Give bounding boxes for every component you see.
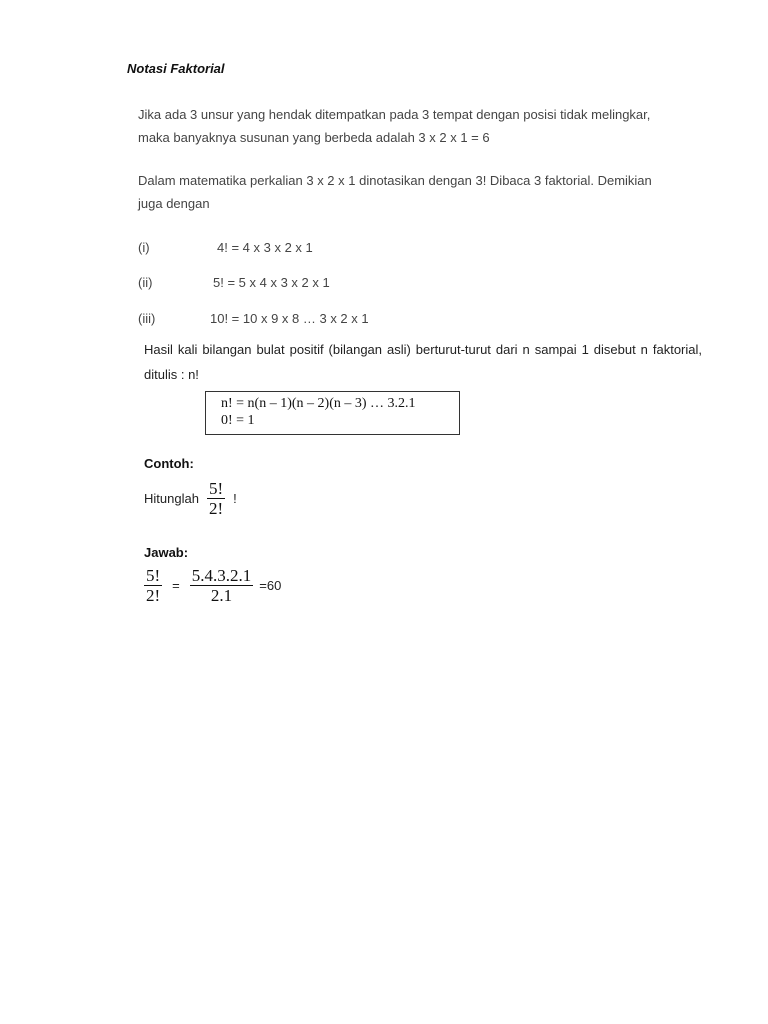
definition-paragraph: Hasil kali bilangan bulat positif (bilangan asli) berturut-turut dari n sampai 1 disebut n faktorial, ditulis : n! — [144, 342, 702, 382]
intro-paragraph — [138, 103, 708, 149]
answer-fraction — [144, 567, 162, 604]
example-numerator: 5! — [208, 479, 224, 498]
formula-zero-factorial: 0! = 1 — [221, 413, 255, 428]
formula-box — [205, 391, 460, 435]
item-expr-ii: 5! = 5 x 4 x 3 x 2 x 1 — [213, 275, 330, 290]
answer-heading: Jawab: — [144, 545, 189, 560]
notation-line-1: Dalam matematika perkalian 3 x 2 x 1 dinotasikan dengan 3! Dibaca 3 faktorial. Demikian — [138, 173, 652, 188]
answer-expanded-fraction — [190, 567, 254, 604]
example-denominator: 2! — [208, 499, 224, 518]
example-suffix: ! — [233, 491, 237, 506]
answer-expanded-numerator: 5.4.3.2.1 — [191, 566, 252, 585]
item-label-ii: (ii) — [138, 275, 153, 290]
example-fraction — [207, 480, 225, 517]
answer-denominator: 2! — [146, 586, 161, 605]
example-question — [144, 480, 237, 517]
example-prompt: Hitunglah — [144, 491, 199, 506]
item-label-i: (i) — [138, 240, 150, 255]
answer-equation — [144, 567, 281, 604]
notation-line-2: juga dengan — [138, 196, 210, 211]
answer-equals: = — [172, 578, 180, 593]
item-label-iii: (iii) — [138, 311, 156, 326]
answer-numerator: 5! — [146, 566, 161, 585]
example-heading: Contoh: — [144, 456, 194, 471]
formula-factorial: n! = n(n – 1)(n – 2)(n – 3) … 3.2.1 — [221, 396, 416, 411]
intro-line-1: Jika ada 3 unsur yang hendak ditempatkan pada 3 tempat dengan posisi tidak melingkar, — [138, 107, 651, 122]
answer-result: =60 — [259, 578, 282, 593]
intro-line-2: maka banyaknya susunan yang berbeda adalah 3 x 2 x 1 = 6 — [138, 130, 490, 145]
answer-expanded-denominator: 2.1 — [210, 586, 233, 605]
item-expr-iii: 10! = 10 x 9 x 8 … 3 x 2 x 1 — [210, 311, 369, 326]
page-title: Notasi Faktorial — [127, 61, 225, 76]
item-expr-i: 4! = 4 x 3 x 2 x 1 — [217, 240, 313, 255]
notation-paragraph — [138, 169, 708, 215]
